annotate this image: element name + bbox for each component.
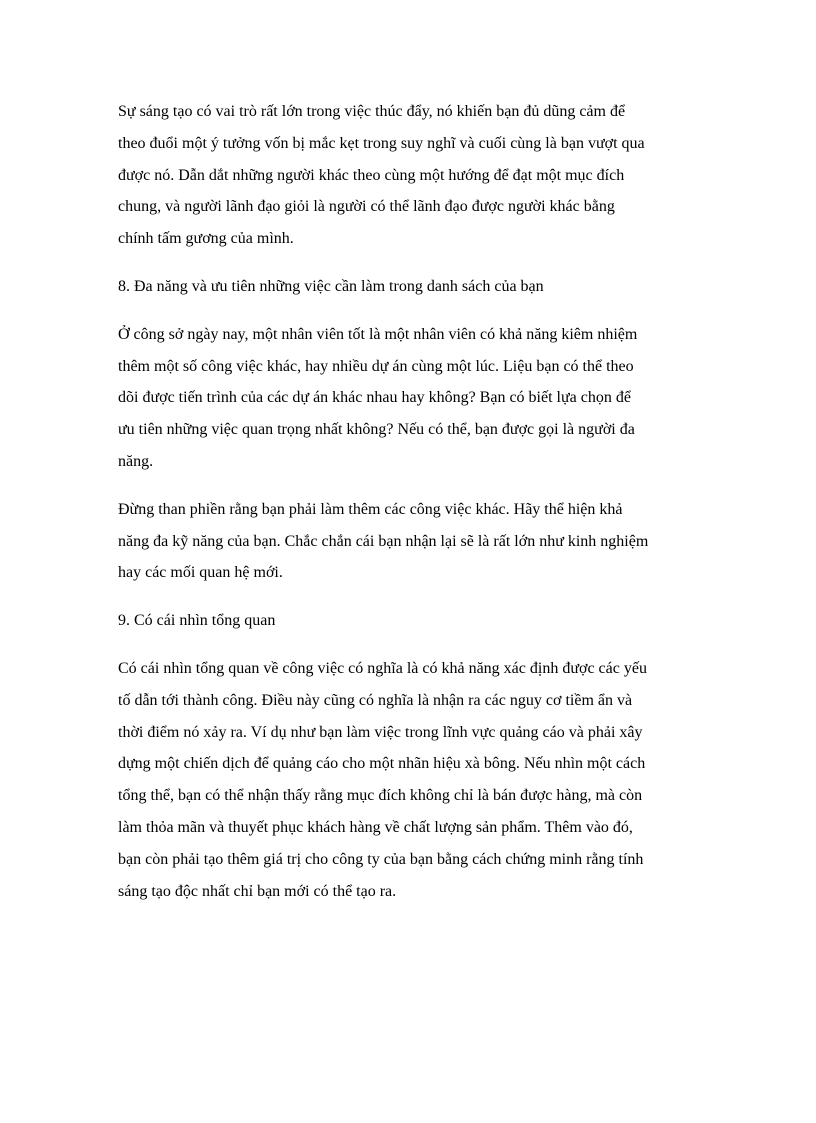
text-line: làm thỏa mãn và thuyết phục khách hàng về chất lượng sản phẩm. Thêm vào đó,	[118, 818, 633, 836]
text-line: tố dẫn tới thành công. Điều này cũng có nghĩa là nhận ra các nguy cơ tiềm ẩn và	[118, 691, 633, 709]
text-line: thời điểm nó xảy ra. Ví dụ như bạn làm việc trong lĩnh vực quảng cáo và phải xây	[118, 723, 643, 741]
text-line: Đừng than phiền rằng bạn phải làm thêm các công việc khác. Hãy thể hiện khả	[118, 500, 623, 518]
text-line: dõi được tiến trình của các dự án khác nhau hay không? Bạn có biết lựa chọn để	[118, 389, 631, 407]
text-line: sáng tạo độc nhất chỉ bạn mới có thể tạo ra.	[118, 882, 397, 900]
text-line: dựng một chiến dịch để quảng cáo cho một nhãn hiệu xà bông. Nếu nhìn một cách	[118, 755, 646, 773]
paragraph-multitasking	[118, 319, 700, 478]
text-line: năng.	[118, 452, 154, 470]
text-line: bạn còn phải tạo thêm giá trị cho công ty của bạn bằng cách chứng minh rằng tính	[118, 850, 644, 868]
text-line: hay các mối quan hệ mới.	[118, 564, 283, 582]
text-line: Có cái nhìn tổng quan về công việc có nghĩa là có khả năng xác định được các yếu	[118, 659, 647, 677]
section-heading-8	[118, 271, 700, 303]
paragraph-no-complaints	[118, 494, 700, 589]
text-line: theo đuổi một ý tưởng vốn bị mắc kẹt trong suy nghĩ và cuối cùng là bạn vượt qua	[118, 134, 645, 152]
text-line: Ở công sở ngày nay, một nhân viên tốt là một nhân viên có khả năng kiêm nhiệm	[118, 325, 638, 343]
document-body	[118, 96, 700, 923]
heading-text: 9. Có cái nhìn tổng quan	[118, 612, 276, 630]
section-heading-9	[118, 605, 700, 637]
text-line: được nó. Dẫn dắt những người khác theo cùng một hướng để đạt một mục đích	[118, 166, 625, 184]
text-line: tổng thể, bạn có thể nhận thấy rằng mục đích không chỉ là bán được hàng, mà còn	[118, 787, 643, 805]
paragraph-creativity	[118, 96, 700, 255]
text-line: năng đa kỹ năng của bạn. Chắc chắn cái bạn nhận lại sẽ là rất lớn như kinh nghiệm	[118, 532, 649, 550]
text-line: chung, và người lãnh đạo giỏi là người có thể lãnh đạo được người khác bằng	[118, 198, 615, 216]
text-line: chính tấm gương của mình.	[118, 230, 294, 248]
text-line: Sự sáng tạo có vai trò rất lớn trong việc thúc đẩy, nó khiến bạn đủ dũng cảm để	[118, 103, 626, 120]
heading-text: 8. Đa năng và ưu tiên những việc cần làm trong danh sách của bạn	[118, 277, 544, 295]
text-line: ưu tiên những việc quan trọng nhất không? Nếu có thể, bạn được gọi là người đa	[118, 421, 635, 439]
text-line: thêm một số công việc khác, hay nhiều dự án cùng một lúc. Liệu bạn có thể theo	[118, 357, 634, 375]
paragraph-overview	[118, 653, 700, 907]
